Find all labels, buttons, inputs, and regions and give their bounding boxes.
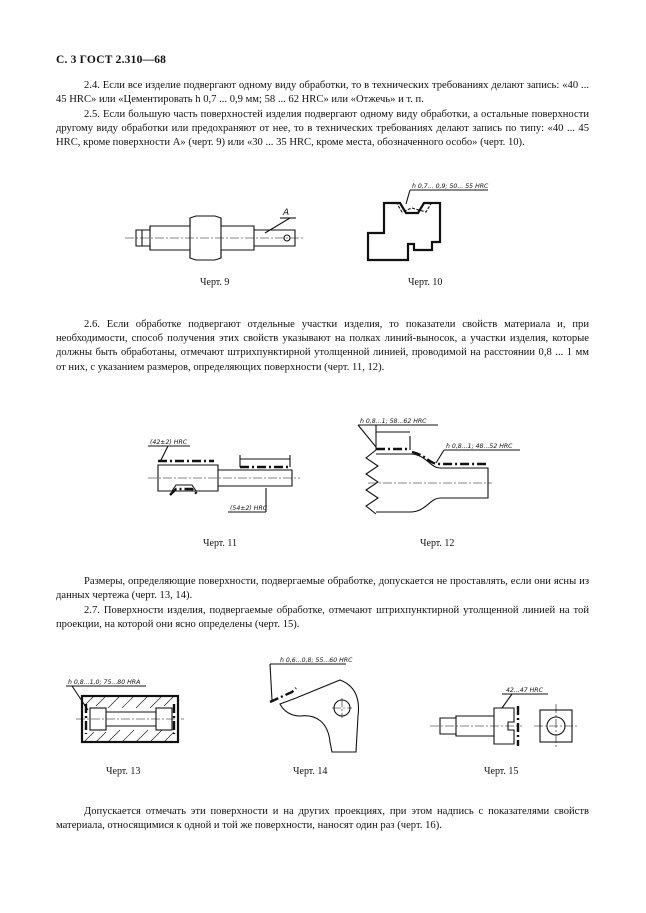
paragraph-2-4: 2.4. Если все изделие подвергают одному виду обработки, то в технических требованиях делают запись: «40 ... 45 HRC» или «Цементировать h 0,7 ... 0,9 мм; 58 ... 62 HRC» или «Отжечь» и т. п. — [56, 80, 589, 106]
fig11-label-top: (42±2) HRC — [150, 439, 188, 446]
paragraph-other-projections: Допускается отмечать эти поверхности и на других проекциях, при этом надпись с показателями свойств материала, относящимися к одной и той же поверхности, наносят один раз (черт. 16). — [56, 806, 589, 832]
fig10-label: h 0,7... 0,9; 50... 55 HRC — [412, 183, 489, 190]
fig11-caption: Черт. 11 — [203, 538, 238, 549]
fig13-label: h 0,8...1,0; 75...80 HRA — [68, 679, 141, 686]
fig12-label-top: h 0,8...1; 58...62 HRC — [360, 418, 427, 425]
fig15-caption: Черт. 15 — [484, 766, 519, 777]
fig15-label: 42...47 HRC — [506, 687, 543, 694]
fig11-label-bottom: (54±2) HRC — [230, 505, 268, 512]
fig14-label: h 0,6...0,8; 55...60 HRC — [280, 657, 353, 664]
fig12-caption: Черт. 12 — [420, 538, 455, 549]
fig10-caption: Черт. 10 — [408, 277, 443, 288]
paragraph-dimensions: Размеры, определяющие поверхности, подвергаемые обработке, допускается не проставлять, если они ясны из данных чертежа (черт. 13, 14). — [56, 576, 589, 602]
fig13-caption: Черт. 13 — [106, 766, 141, 777]
paragraph-2-5: 2.5. Если большую часть поверхностей изделия подвергают одному виду обработки, а остальные поверхности другому виду обработки или предохраняют от нее, то в технических требованиях делают запись по типу: «40 ... 45 HRC, кроме поверхности А» (черт. 9) или «30 ... 35 HRC, кроме места, обозначенного особо» (черт. 10). — [56, 109, 589, 149]
fig9-label-a: A — [283, 208, 290, 218]
fig9-caption: Черт. 9 — [200, 277, 230, 288]
paragraph-2-6: 2.6. Если обработке подвергают отдельные участки изделия, то показатели свойств материала и, при необходимости, способ получения этих свойств указывают на полках линий-выносок, а участки изделия, которые должны быть обработаны, отмечают штрихпунктирной утолщенной линией, проводимой на расстоянии 0,8 ... 1 мм от них, с указанием размеров, определяющих поверхности (черт. 11, 12). — [56, 319, 589, 373]
paragraph-2-7: 2.7. Поверхности изделия, подвергаемые обработке, отмечают штрихпунктирной утолщенной линией на той проекции, на которой они ясно определены (черт. 15). — [56, 605, 589, 631]
fig14-caption: Черт. 14 — [293, 766, 328, 777]
page-header: С. 3 ГОСТ 2.310—68 — [56, 54, 167, 66]
fig12-label-mid: h 0,8...1; 48...52 HRC — [446, 443, 513, 450]
